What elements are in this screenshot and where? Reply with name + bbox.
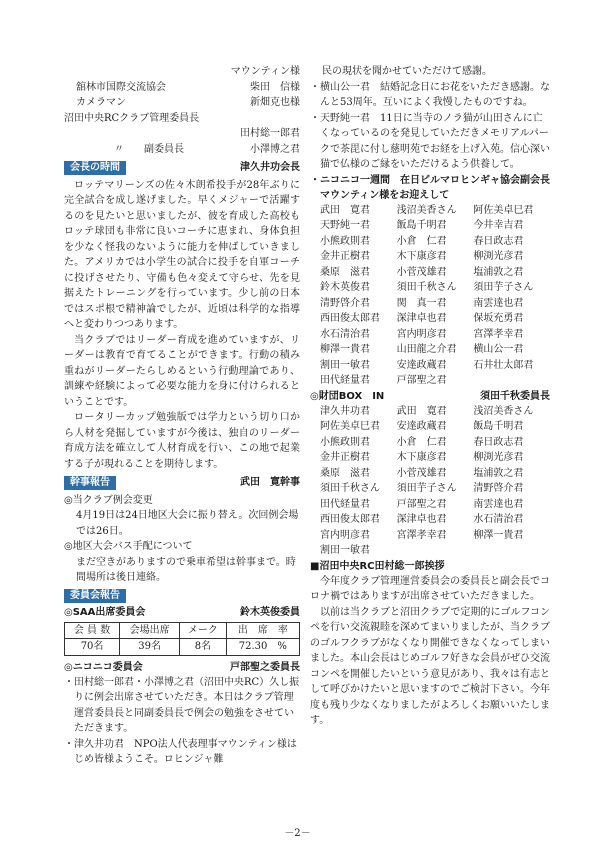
table-header-cell: 会 員 数 xyxy=(65,622,120,639)
member-name xyxy=(473,543,550,559)
member-name: 宮内明彦君 xyxy=(320,529,370,541)
guest-line xyxy=(64,142,300,158)
box-title: ◎財団BOX IN xyxy=(310,390,385,402)
member-name: 小菅茂雄君 xyxy=(396,467,447,479)
member-name: 春日政志君 xyxy=(473,436,524,448)
member-name: 柳澤一貴君 xyxy=(473,529,524,541)
secretary-item: まだ空きがありますので乗車希望は幹事まで。時間場所は後日連絡。 xyxy=(76,556,296,583)
member-name: 宮澤孝幸君 xyxy=(396,529,447,541)
guest-line: 田村総一郎君 xyxy=(240,128,300,139)
name-row xyxy=(320,218,550,234)
member-name: 割田一敏君 xyxy=(320,359,370,371)
name-row xyxy=(320,497,550,513)
member-name: 桑原 滋君 xyxy=(320,467,370,479)
secretary-header xyxy=(64,475,300,491)
member-name: 深津卓也君 xyxy=(396,313,447,324)
secretary-name: 武田 寛幹事 xyxy=(240,477,300,488)
table-cell: 8名 xyxy=(180,639,227,656)
guest-org: カメラマン xyxy=(76,97,126,108)
member-name: 須田芋子さん xyxy=(396,483,457,494)
member-name: 水石清治君 xyxy=(473,514,524,525)
niko-item: ・田村総一郎君・小澤博之君（沼田中央RC）久し振りに例会出席させていただき。本日はクラブ管理運営委員長と同副委員長で例会の勉強をさせていただきます。 xyxy=(64,676,300,734)
member-name: 深津卓也君 xyxy=(396,514,447,525)
member-name: 石井壮太郎君 xyxy=(473,359,534,371)
name-row xyxy=(320,435,550,451)
member-name: 南雲達也君 xyxy=(473,297,524,309)
name-row xyxy=(320,373,550,389)
name-row xyxy=(320,327,550,343)
name-row xyxy=(320,234,550,250)
member-name: 清野啓介君 xyxy=(320,297,370,309)
niko-item: ・横山公一君 結婚記念日にお花をいただき感謝。なんと53周年。互いによく我慢したものですね。 xyxy=(310,81,550,108)
member-name: 戸部聖之君 xyxy=(396,375,447,386)
guest-line xyxy=(64,80,300,96)
name-row xyxy=(320,512,550,528)
table-header-cell: メーク xyxy=(180,622,227,639)
member-name: 春日政志君 xyxy=(473,235,524,247)
name-row xyxy=(320,466,550,482)
niko-header xyxy=(64,660,300,675)
president-paragraph: ロータリーカップ勉強版では学力という切り口から人材を発掘していますが今後は、独自のリーダー育成方法を確立して人材育成を行い、この地で起業する子が現れることを期待します。 xyxy=(64,412,300,470)
member-name: 柳渕光彦君 xyxy=(473,452,524,463)
guest-line: マウンティン様 xyxy=(230,66,300,77)
committee-tag: 委員会報告 xyxy=(64,589,126,603)
name-row xyxy=(320,543,550,559)
member-name xyxy=(397,543,474,559)
president-tag: 会長の時間 xyxy=(64,161,126,175)
attendance-table xyxy=(64,622,300,656)
box-name-list xyxy=(310,404,550,559)
member-name: 横山公一君 xyxy=(473,344,524,355)
member-name: 小熊政則君 xyxy=(320,235,370,247)
member-name xyxy=(473,373,550,389)
table-header-row xyxy=(65,622,300,639)
name-row xyxy=(320,450,550,466)
member-name: 浅沼美香さん xyxy=(473,405,534,417)
member-name: 阿佐美卓巳君 xyxy=(320,421,380,432)
niko-item: ・天野純一君 11日に当寺のノラ猫が山田さんに亡くなっているのを発見していただきメモリアルパークで茶毘に付し慈明苑でお経を上げ入苑。信心深い猫で仏様のご縁をいただけるよう供養して。 xyxy=(310,112,550,170)
member-name: 保坂充勇君 xyxy=(473,313,524,324)
member-name: 塩浦敦之君 xyxy=(473,467,524,479)
member-name: 今井幸吉君 xyxy=(473,220,524,231)
continued-text: 民の現状を聞かせていただけて感謝。 xyxy=(322,66,492,77)
member-name: 津久井功君 xyxy=(320,405,370,417)
table-cell: 39名 xyxy=(120,639,180,656)
greeting-paragraph: 以前は当クラブと沼田クラブで定期的にゴルフコンペを行い交流親睦を深めてまいりましたが、当クラブのゴルフクラブがなくなり開催できなくなってしまいました。本山会長はじめゴルフ好きな会員がぜひ交流コンペを開催したいという意見があり、我々は有志として呼びかけたいと思いますのでご検討下さい。今年度も残り少なくなりましたがよろしくお願いいたします。 xyxy=(310,606,550,726)
secretary-item: ◎地区大会バス手配について xyxy=(64,541,193,552)
member-name: 田代経量君 xyxy=(320,498,370,510)
member-name: 南雲達也君 xyxy=(473,498,524,510)
table-row xyxy=(65,639,300,656)
name-row xyxy=(320,203,550,219)
member-name: 桑原 滋君 xyxy=(320,266,370,278)
secretary-tag: 幹事報告 xyxy=(64,476,116,490)
member-name: 水石清治君 xyxy=(320,328,370,340)
member-name: 小倉 仁君 xyxy=(396,436,447,448)
guest-org: 〃 副委員長 xyxy=(114,143,184,155)
member-name: 飯島千明君 xyxy=(396,220,447,231)
member-name: 関 真一君 xyxy=(396,297,447,309)
box-chair: 須田千秋委員長 xyxy=(480,390,550,402)
week-name-list xyxy=(310,203,550,389)
member-name: 須田千秋さん xyxy=(396,282,457,293)
table-header-cell: 会場出席 xyxy=(120,622,180,639)
member-name: 安達政蔵君 xyxy=(396,421,447,432)
secretary-item: 4月19日は24日地区大会に振り替え。次回例会場では26日。 xyxy=(76,510,299,537)
table-cell: 70名 xyxy=(65,639,120,656)
name-row xyxy=(320,528,550,544)
member-name: 木下康彦君 xyxy=(396,452,447,463)
secretary-item: ◎当クラブ例会変更 xyxy=(64,494,153,506)
box-header xyxy=(310,389,550,404)
president-paragraph: 当クラブではリーダー育成を進めていますが、リーダーは教育で育てることができます。行動の積み重ねがリーダーたらしめるという行動理論であり、訓練や経験によって必要な能力を身に付けられるということです。 xyxy=(64,334,300,408)
member-name: 西田俊太郎君 xyxy=(320,514,380,525)
saa-chair: 鈴木英俊委員 xyxy=(240,606,300,618)
guest-name: 新畑克也様 xyxy=(250,97,300,108)
guest-name: 小澤博之君 xyxy=(250,143,300,155)
member-name: 武田 寛君 xyxy=(320,204,370,216)
member-name: 田代経量君 xyxy=(320,375,370,386)
member-name: 柳渕光彦君 xyxy=(473,251,524,262)
name-row xyxy=(320,481,550,497)
member-name: 安達政蔵君 xyxy=(396,359,447,371)
president-paragraph: ロッテマリーンズの佐々木朗希投手が28年ぶりに完全試合を成し遂げました。早くメジャーで活躍するのを見たいと思いましたが、彼を育成した高校もロッテ球団も非常に良いコーチに恵まれ、身体負担を少なく怪我のないように能力を伸ばしていきました。アメリカでは小学生の試合に投手を自軍コーチに投げさせたり、守備も色々変えて守らせ、先を見据えたトレーニングを行っています。少し前の日本ではスポ根で精神論でしたが、近頃は科学的な指導へと変わりつつあります。 xyxy=(64,179,300,330)
member-name: 柳澤一貴君 xyxy=(320,344,370,355)
member-name: 戸部聖之君 xyxy=(396,498,447,510)
member-name: 小倉 仁君 xyxy=(396,235,447,247)
greeting-paragraph: 今年度クラブ管理運営委員会の委員長と副会長でコロナ禍ではありますが出席させていただきました。 xyxy=(310,575,550,602)
member-name: 割田一敏君 xyxy=(320,545,370,556)
name-row xyxy=(320,342,550,358)
guest-org: 舘林市国際交流協会 xyxy=(76,81,166,93)
left-column xyxy=(64,64,300,768)
committee-header xyxy=(64,589,300,603)
niko-item: ・津久井功君 NPO法人代表理事マウンティン様はじめ皆様ようこそ。ロヒンジャ難 xyxy=(64,738,297,765)
name-row xyxy=(320,296,550,312)
name-row xyxy=(320,358,550,374)
member-name: 須田芋子さん xyxy=(473,282,534,293)
saa-header xyxy=(64,605,300,620)
niko-title: ◎ニコニコ委員会 xyxy=(64,661,143,673)
member-name: 浅沼美香さん xyxy=(396,204,457,216)
member-name: 金井正樹君 xyxy=(320,452,370,463)
name-row xyxy=(320,265,550,281)
member-name: 清野啓介君 xyxy=(473,483,524,494)
member-name: 西田俊太郎君 xyxy=(320,313,380,324)
guest-name: 柴田 信様 xyxy=(250,81,300,93)
guest-line xyxy=(64,95,300,111)
name-row xyxy=(320,311,550,327)
member-name: 武田 寛君 xyxy=(396,405,447,417)
member-name: 金井正樹君 xyxy=(320,251,370,262)
right-column xyxy=(310,64,550,729)
name-row xyxy=(320,404,550,420)
member-name: 小熊政則君 xyxy=(320,436,370,448)
president-name: 津久井功会長 xyxy=(240,162,300,173)
name-row xyxy=(320,249,550,265)
niko-chair: 戸部聖之委員長 xyxy=(230,661,300,673)
member-name: 飯島千明君 xyxy=(473,421,524,432)
member-name: 宮内明彦君 xyxy=(396,328,447,340)
week-title: ・ニコニコ一週間 在日ビルマロヒンギャ協会副会長マウンティン様をお迎えして xyxy=(310,174,550,201)
member-name: 鈴木英俊君 xyxy=(320,282,370,293)
name-row xyxy=(320,280,550,296)
name-row xyxy=(320,419,550,435)
member-name: 塩浦敦之君 xyxy=(473,266,524,278)
table-cell: 72.30 % xyxy=(226,639,299,656)
member-name: 山田龍之介君 xyxy=(396,344,457,355)
page-number: －2－ xyxy=(284,828,311,839)
member-name: 天野純一君 xyxy=(320,220,370,231)
member-name: 宮澤孝幸君 xyxy=(473,328,524,340)
member-name: 須田千秋さん xyxy=(320,483,380,494)
member-name: 木下康彦君 xyxy=(396,251,447,262)
president-header xyxy=(64,160,300,176)
member-name: 阿佐美卓巳君 xyxy=(473,204,534,216)
saa-title: ◎SAA出席委員会 xyxy=(64,606,146,618)
guest-line: 沼田中央RCクラブ管理委員長 xyxy=(64,112,200,124)
member-name: 小菅茂雄君 xyxy=(396,266,447,278)
table-header-cell: 出 席 率 xyxy=(226,622,299,639)
greeting-title: ■沼田中央RC田村総一郎挨拶 xyxy=(310,560,445,572)
